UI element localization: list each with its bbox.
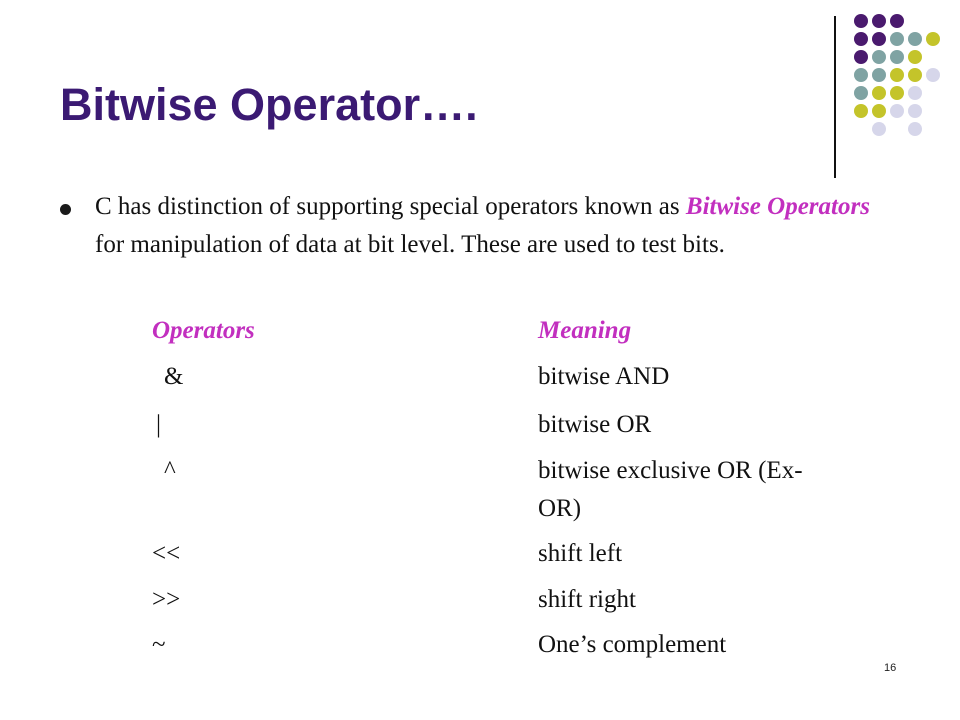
operator-symbol: ^ xyxy=(164,457,176,484)
decorative-dot xyxy=(908,86,922,100)
decorative-dot xyxy=(890,104,904,118)
decorative-dot xyxy=(908,50,922,64)
operator-meaning: bitwise exclusive OR (Ex-OR) xyxy=(538,457,803,522)
bullet-text-end: for manipulation of data at bit level. These are used to test bits. xyxy=(95,231,725,258)
bullet-paragraph xyxy=(95,188,895,264)
decorative-dot xyxy=(872,104,886,118)
operator-meaning: shift right xyxy=(538,586,636,613)
slide-title: Bitwise Operator…. xyxy=(60,79,478,130)
decorative-dot xyxy=(890,14,904,28)
decorative-dot xyxy=(890,68,904,82)
decorative-dot xyxy=(872,86,886,100)
decorative-dot xyxy=(908,122,922,136)
decorative-dot xyxy=(872,32,886,46)
decorative-dot xyxy=(854,68,868,82)
bullet-emphasis: Bitwise Operators xyxy=(685,193,870,220)
decorative-dot xyxy=(872,122,886,136)
decorative-dot xyxy=(890,50,904,64)
decorative-dot xyxy=(854,14,868,28)
decorative-dot xyxy=(854,32,868,46)
meaning-header: Meaning xyxy=(538,317,632,344)
bullet-text-start: C has distinction of supporting special operators known as xyxy=(95,193,686,220)
decorative-dot xyxy=(854,104,868,118)
operator-symbol: & xyxy=(164,363,184,390)
page-number: 16 xyxy=(884,662,897,674)
decorative-dot xyxy=(890,32,904,46)
operator-meaning: shift left xyxy=(538,540,623,567)
decorative-dot xyxy=(926,32,940,46)
operator-meaning: bitwise AND xyxy=(538,363,670,390)
decorative-dot xyxy=(872,14,886,28)
operators-header: Operators xyxy=(152,317,255,344)
operator-symbol: << xyxy=(152,540,181,567)
bullet-icon xyxy=(60,204,71,215)
decorative-dot xyxy=(854,86,868,100)
decorative-dot xyxy=(872,68,886,82)
operator-meaning: bitwise OR xyxy=(538,411,652,438)
decorative-dot xyxy=(908,32,922,46)
decorative-dot xyxy=(926,68,940,82)
operator-symbol: >> xyxy=(152,586,181,613)
decorative-dot xyxy=(908,68,922,82)
decorative-dot xyxy=(890,86,904,100)
decorative-dot xyxy=(854,50,868,64)
divider-line xyxy=(834,16,836,178)
decorative-dot xyxy=(908,104,922,118)
operator-symbol: ~ xyxy=(152,631,166,658)
decorative-dot xyxy=(872,50,886,64)
operator-meaning: One’s complement xyxy=(538,631,727,658)
operator-symbol: | xyxy=(156,411,162,438)
